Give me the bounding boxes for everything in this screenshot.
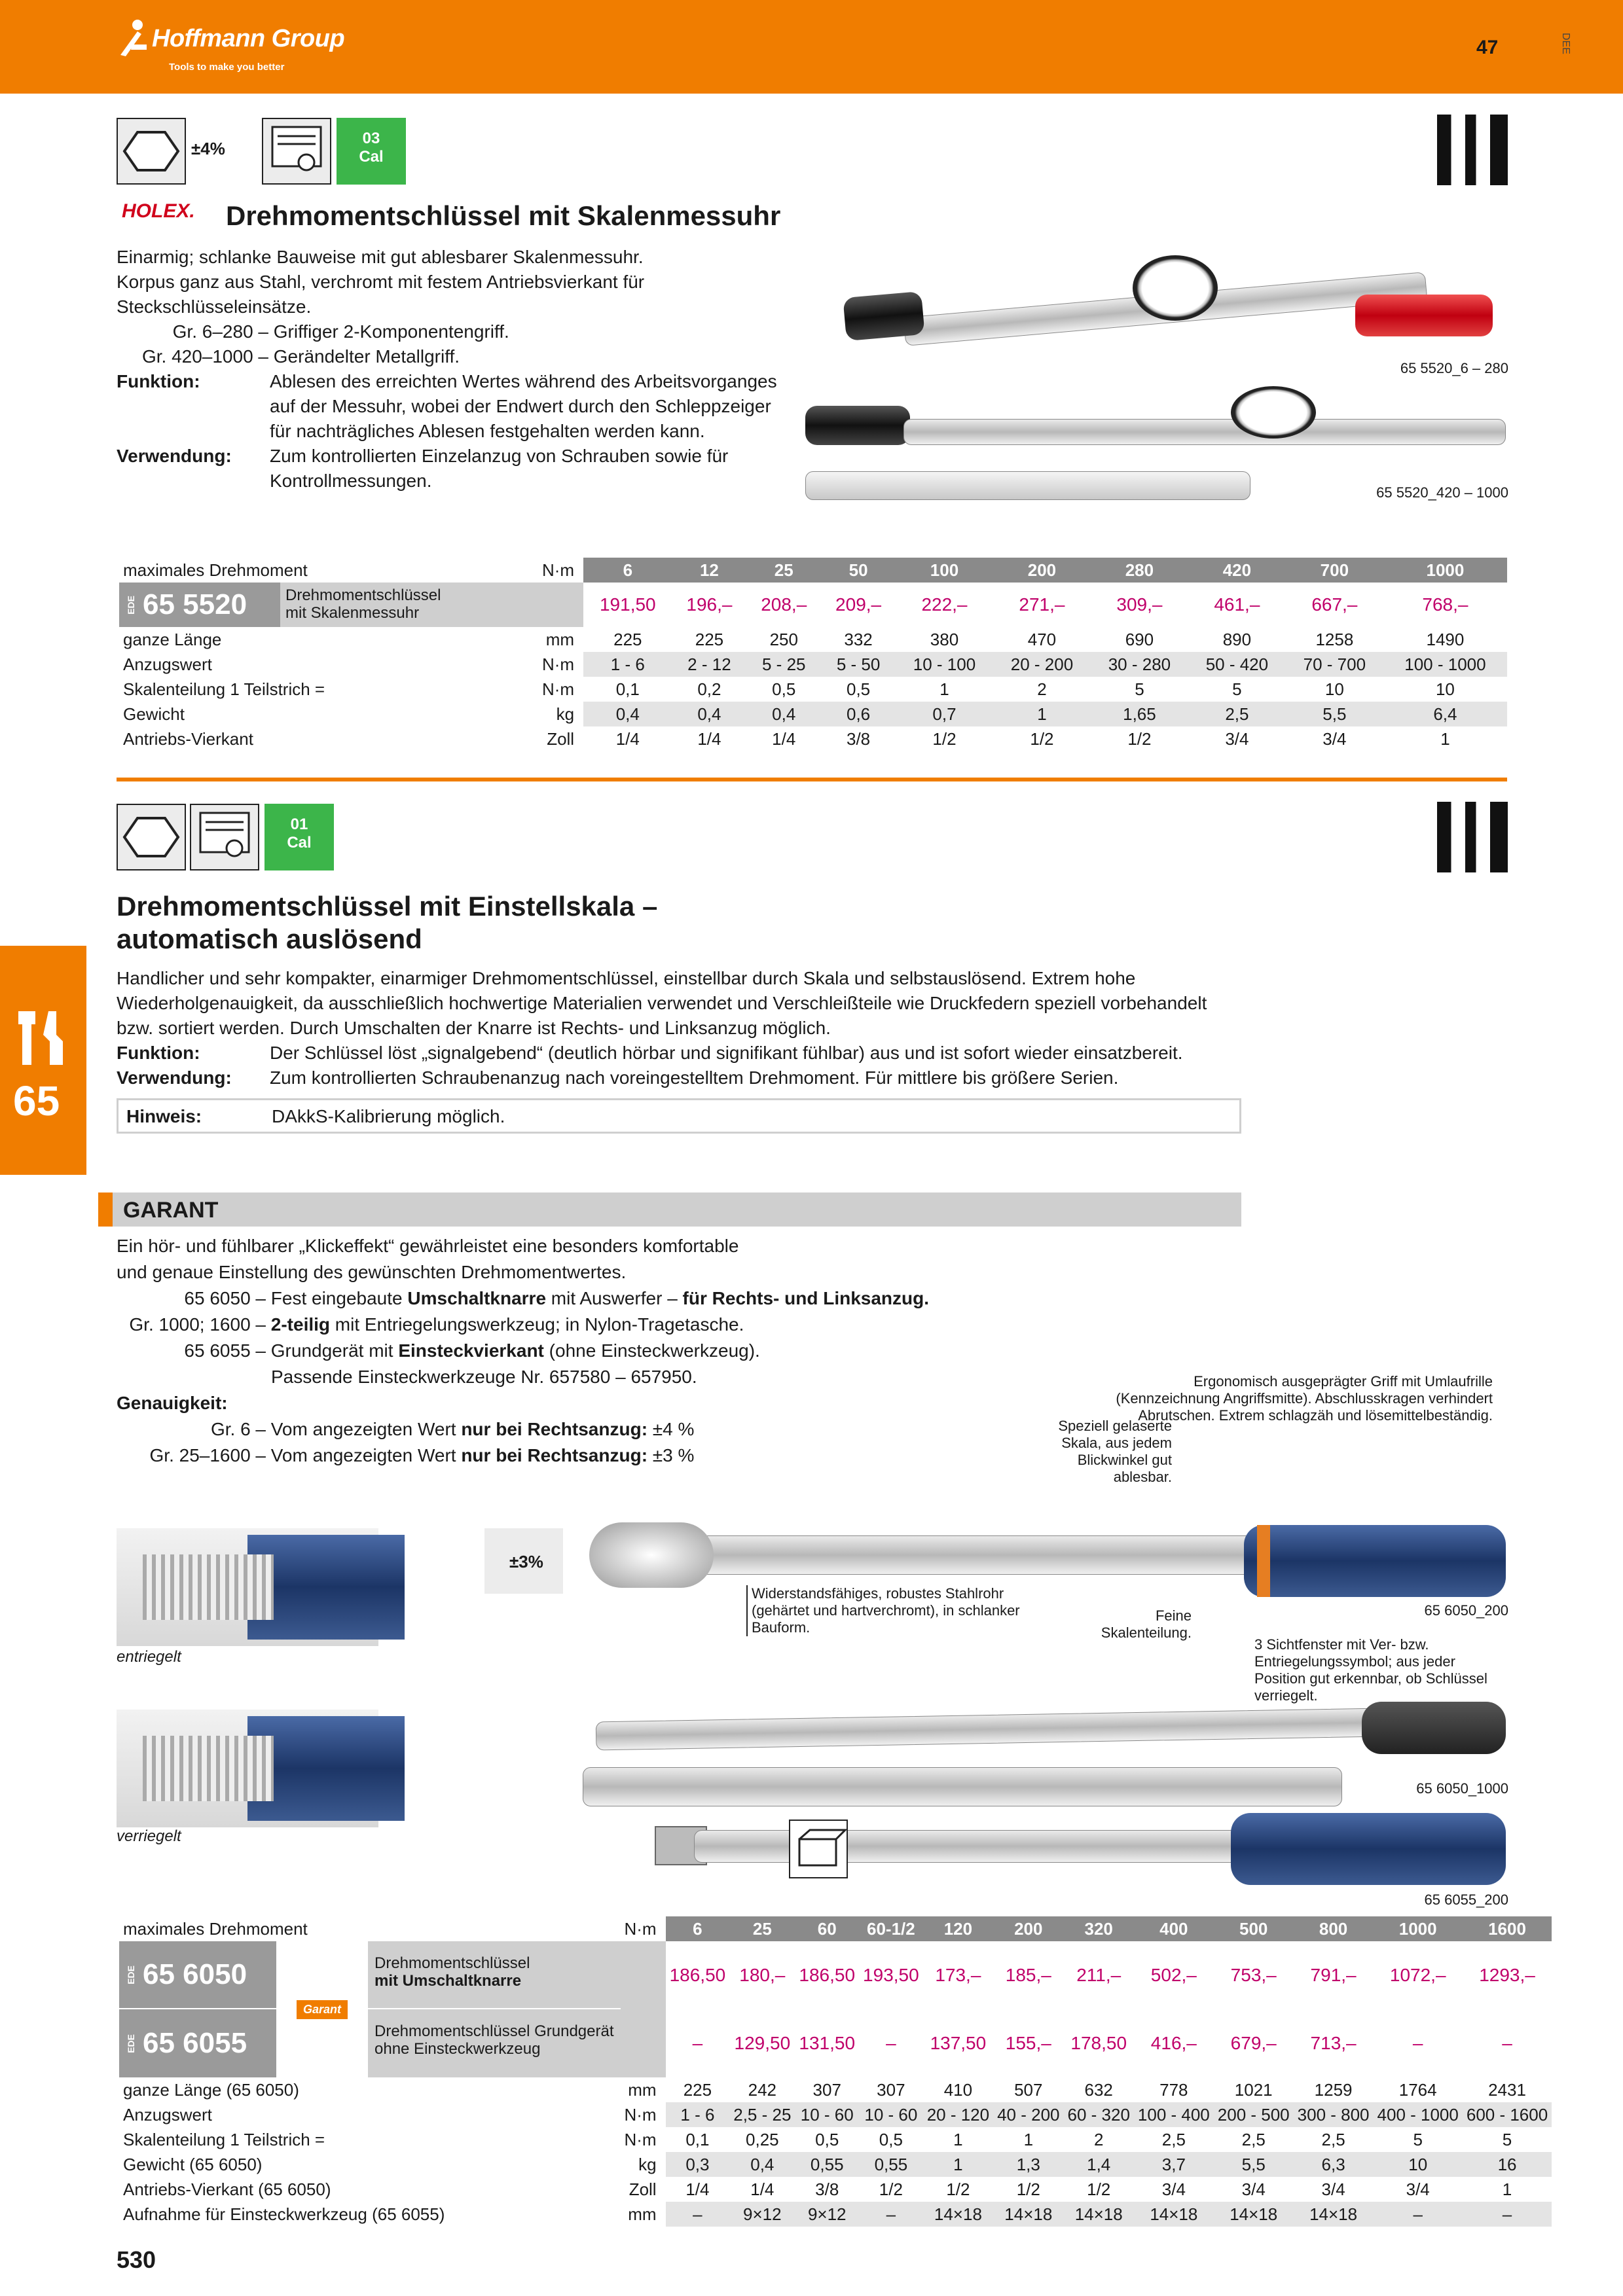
col-header: 6 (583, 558, 672, 583)
table-cell: 0,55 (859, 2152, 923, 2177)
col-header: 280 (1091, 558, 1188, 583)
row-unit: kg (556, 704, 575, 724)
table-cell: 3,7 (1134, 2152, 1214, 2177)
table-cell: 1 (1440, 728, 1450, 749)
col-header: 1000 (1383, 558, 1507, 583)
table-cell: 5 (1135, 679, 1144, 699)
table-cell: 307 (812, 2079, 841, 2100)
price-cell[interactable]: 129,50 (734, 2033, 791, 2053)
table-cell: 3/4 (1406, 2179, 1430, 2199)
price-cell[interactable]: 222,– (921, 594, 968, 615)
col-header: 6 (666, 1916, 730, 1941)
price-cell[interactable]: 271,– (1019, 594, 1065, 615)
hex-drive-icon (117, 118, 186, 185)
table-cell: 0,25 (746, 2129, 779, 2149)
label-unlocked: entriegelt (117, 1648, 181, 1666)
table-cell: 250 (769, 629, 798, 649)
table-cell: 16 (1463, 2152, 1552, 2177)
row-label: ganze Länge (123, 629, 222, 649)
price-cell[interactable]: 185,– (1005, 1965, 1051, 1985)
table-cell: 6,4 (1383, 702, 1507, 726)
brand-tagline: Tools to make you better (169, 62, 285, 73)
row-unit: Zoll (629, 2179, 657, 2199)
price-cell[interactable]: 155,– (1005, 2033, 1051, 2053)
col-header: 60-1/2 (859, 1916, 923, 1941)
table-cell: 5,5 (1214, 2152, 1294, 2177)
image-label-655520-6-280: 65 5520_6 – 280 (1400, 360, 1508, 376)
table-cell: 470 (1027, 629, 1057, 649)
price-cell[interactable]: 753,– (1230, 1965, 1277, 1985)
table-cell: 1 - 6 (666, 2102, 730, 2127)
price-cell[interactable]: 180,– (739, 1965, 786, 1985)
price-cell[interactable]: 186,50 (799, 1965, 856, 1985)
page-number-bottom: 530 (117, 2246, 156, 2273)
price-cell[interactable]: 1072,– (1389, 1965, 1446, 1985)
table-cell: – (666, 2202, 730, 2227)
row-label: Gewicht (65 6050) (123, 2154, 263, 2174)
table-cell: 1/2 (1016, 2179, 1040, 2199)
callout-grip: Ergonomisch ausgeprägter Griff mit Umlaufrille (Kennzeichnung Angriffsmitte). Abschlusskragen verhindert Abrutschen. Extrem schlagzäh und lösemittelbeständig. (1116, 1373, 1493, 1424)
table-row (119, 677, 1507, 702)
table-cell: 778 (1159, 2079, 1188, 2100)
table-row (119, 702, 1507, 726)
table-cell: 10 - 60 (795, 2102, 859, 2127)
table-cell: 1 (923, 2152, 993, 2177)
table-cell: 20 - 200 (993, 652, 1091, 677)
table-cell: 3/4 (1225, 728, 1249, 749)
cal-label: Cal (287, 834, 312, 852)
row-label: Gewicht (123, 704, 185, 724)
table-cell: 890 (1222, 629, 1252, 649)
image-label-655520-420-1000: 65 5520_420 – 1000 (1376, 484, 1508, 501)
price-cell[interactable]: 196,– (686, 594, 733, 615)
article-number: 65 6055 (143, 2027, 247, 2059)
table-cell: 1/2 (879, 2179, 903, 2199)
table-cell: 5 (1413, 2129, 1423, 2149)
grip-locked-photo (117, 1710, 378, 1827)
price-cell[interactable]: 131,50 (799, 2033, 856, 2053)
table-cell: 0,6 (821, 702, 896, 726)
table-cell: 3/4 (1321, 2179, 1345, 2199)
certificate-icon (190, 804, 259, 870)
image-label-656055-200: 65 6055_200 (1424, 1892, 1508, 1908)
table-cell: 60 - 320 (1064, 2102, 1134, 2127)
section-divider (117, 778, 1507, 781)
price-cell[interactable]: 193,50 (863, 1965, 919, 1985)
hex-drive-icon (117, 804, 186, 870)
table-cell: 0,5 (772, 679, 796, 699)
table-row (119, 652, 1507, 677)
table-cell: 0,5 (847, 679, 871, 699)
calibration-badge (337, 118, 406, 185)
cal-number: 01 (290, 816, 308, 833)
table-cell: 1 (953, 2129, 963, 2149)
qr-code-icon[interactable] (1437, 115, 1508, 185)
section2-title: Drehmomentschlüssel mit Einstellskala – automatisch auslösend (117, 891, 658, 954)
garant-section-bar (98, 1193, 1241, 1227)
garant-logo: Garant (297, 2000, 348, 2019)
col-header: 700 (1286, 558, 1383, 583)
col-header: 1600 (1463, 1916, 1552, 1941)
language-code: DEE (1560, 33, 1571, 54)
tolerance-box: ±3% (484, 1528, 563, 1594)
table-cell: 0,4 (583, 702, 672, 726)
col-header: 25 (746, 558, 821, 583)
table-cell: 1 (1023, 2129, 1034, 2149)
col-header: 800 (1294, 1916, 1374, 1941)
table-cell: 307 (877, 2079, 905, 2100)
table-cell: 14×18 (1064, 2202, 1134, 2227)
price-cell[interactable]: 191,50 (599, 594, 656, 615)
price-cell[interactable]: 502,– (1150, 1965, 1197, 1985)
table-cell: 2,5 (1241, 2129, 1266, 2149)
table-cell: 225 (695, 629, 724, 649)
price-cell[interactable]: 416,– (1150, 2033, 1197, 2053)
cal-label: Cal (359, 148, 384, 166)
col-header: 500 (1214, 1916, 1294, 1941)
table-cell: 2 (1037, 679, 1047, 699)
chapter-tab[interactable] (0, 946, 86, 1175)
table-cell: 10 - 100 (896, 652, 993, 677)
hint-box: Hinweis: DAkkS-Kalibrierung möglich. (117, 1098, 1241, 1134)
table-cell: 0,7 (896, 702, 993, 726)
table-cell: 2,5 - 25 (729, 2102, 795, 2127)
callout-fine-scale: Feine Skalenteilung. (1101, 1607, 1192, 1641)
table-cell: 690 (1125, 629, 1154, 649)
callout-scale: Speziell gelaserte Skala, aus jedem Blickwinkel gut ablesbar. (1058, 1418, 1172, 1485)
table-cell: 2,5 (1188, 702, 1286, 726)
table-cell: 14×18 (1134, 2202, 1214, 2227)
label-locked: verriegelt (117, 1827, 181, 1845)
col-header: 200 (993, 1916, 1063, 1941)
table-cell: 14×18 (923, 2202, 993, 2227)
col-header: 12 (672, 558, 747, 583)
table-cell: – (859, 2202, 923, 2227)
price-cell[interactable]: 208,– (761, 594, 807, 615)
table-cell: 1/2 (932, 728, 957, 749)
row-label: Anzugswert (123, 654, 212, 674)
article-number: 65 6050 (143, 1958, 247, 1990)
table-cell: 332 (844, 629, 873, 649)
page-number-top: 47 (1476, 37, 1499, 58)
table-cell: 1490 (1426, 629, 1465, 649)
col-header: 120 (923, 1916, 993, 1941)
table-cell: 0,3 (666, 2152, 730, 2177)
row-unit: N·m (624, 2129, 657, 2149)
col-header: 320 (1064, 1916, 1134, 1941)
table-cell: 70 - 700 (1286, 652, 1383, 677)
article-cell-group[interactable]: EDE 65 6050 EDE 65 6055 Garant Drehmomentschlüssel mit Umschaltknarre Drehmomentschlüssel Grundgerät ohne Einsteckwerkzeug (119, 1941, 621, 2077)
col-header: 60 (795, 1916, 859, 1941)
article-cell-655520[interactable]: EDE 65 5520 Drehmomentschlüssel mit Skalenmessuhr (119, 583, 538, 627)
col-header: 1000 (1374, 1916, 1463, 1941)
price-cell[interactable]: 713,– (1310, 2033, 1357, 2053)
row-label: Antriebs-Vierkant (123, 728, 253, 749)
garant-description: Ein hör- und fühlbarer „Klickeffekt“ gewährleistet eine besonders komfortable und genaue Einstellung des gewünschten Drehmomentwertes. 65 6050 – Fest eingebaute Umschaltknarre mit Auswerfer – für Rechts- und Linksanzug. Gr. 1000; 1600 – 2-teilig mit Entriegelungswerkzeug; in Nylon-Tragetasche. 65 6055 – Grundgerät mit Einsteckvierkant (ohne Einsteckwerkzeug). Passende Einsteckwerkzeuge Nr. 657580 – 657950. Genauigkeit: Gr. 6 – Vom angezeigten Wert nur bei Rechtsanzug: ±4 % Gr. 25–1600 – Vom angezeigten Wert nur bei Rechtsanzug: ±3 % (117, 1236, 930, 1465)
table-cell: 380 (930, 629, 959, 649)
table-cell: 6,3 (1294, 2152, 1374, 2177)
garant-label: GARANT (123, 1198, 219, 1223)
tools-icon (17, 1009, 69, 1067)
table-cell: 40 - 200 (993, 2102, 1063, 2127)
table-cell: 3/8 (815, 2179, 839, 2199)
table-cell: 600 - 1600 (1463, 2102, 1552, 2127)
price-cell[interactable]: 173,– (935, 1965, 981, 1985)
table-cell: 1/2 (946, 2179, 970, 2199)
table-row (119, 2102, 1552, 2127)
table-cell: 2 - 12 (672, 652, 747, 677)
callout-tube: Widerstandsfähiges, robustes Stahlrohr (gehärtet und hartverchromt), in schlanker Bauform. (746, 1585, 1021, 1636)
price-cell[interactable]: 186,50 (669, 1965, 726, 1985)
table-cell: 1/2 (1127, 728, 1152, 749)
table-cell: 9×12 (729, 2202, 795, 2227)
section1-description: Einarmig; schlanke Bauweise mit gut ablesbarer Skalenmessuhr. Korpus ganz aus Stahl, verchromt mit festem Antriebsvierkant für Steckschlüsseleinsätze. Gr. 6–280 – Griffiger 2-Komponentengriff. Gr. 420–1000 – Gerändelter Metallgriff. Funktion: Ablesen des erreichten Wertes während des Arbeitsvorganges auf der Messuhr, wobei der Endwert durch den Schleppzeiger für nachträgliches Ablesen festgehalten werden kann. Verwendung: Zum kontrollierten Einzelanzug von Schrauben sowie für Kontrollmessungen. (117, 247, 777, 491)
price-cell[interactable]: 791,– (1310, 1965, 1357, 1985)
table-cell: 0,1 (685, 2129, 710, 2149)
table-row (119, 2127, 1552, 2152)
row-label: Aufnahme für Einsteckwerkzeug (65 6055) (123, 2204, 445, 2224)
section2-description: Handlicher und sehr kompakter, einarmiger Drehmomentschlüssel, einstellbar durch Skala und selbstauslösend. Extrem hohe Wiederholgenauigkeit, da ausschließlich hochwertige Materialien verwendet und Verschleißteile wie Druckfedern speziell vorbehandelt bzw. sortiert werden. Durch Umschalten der Knarre ist Rechts- und Linksanzug möglich. Funktion: Der Schlüssel löst „signalgebend“ (deutlich hörbar und signifikant fühlbar) aus und ist sofort wieder einsatzbereit. Verwendung: Zum kontrollierten Schraubenanzug nach voreingestelltem Drehmoment. Für mittlere bis größere Serien. (117, 968, 1207, 1088)
table-cell: 0,55 (795, 2152, 859, 2177)
chapter-number: 65 (13, 1077, 60, 1124)
price-cell[interactable]: 137,50 (930, 2033, 987, 2053)
row-label: Skalenteilung 1 Teilstrich = (123, 2129, 325, 2149)
table-cell: 0,1 (615, 679, 640, 699)
row-label: Anzugswert (123, 2104, 212, 2125)
col-header: 25 (729, 1916, 795, 1941)
table-row (119, 2152, 1552, 2177)
table-row (119, 2202, 1552, 2227)
row-unit: N·m (542, 679, 575, 699)
table-cell: 20 - 120 (923, 2102, 993, 2127)
table-cell: 10 - 60 (859, 2102, 923, 2127)
row-unit: mm (628, 2079, 657, 2100)
table-cell: 2 (1093, 2129, 1104, 2149)
header-label: maximales Drehmoment (119, 558, 538, 583)
spec-table-656050 (119, 1916, 1552, 2227)
table-cell: 3/4 (1241, 2179, 1266, 2199)
square-drive-icon (789, 1820, 848, 1878)
table-cell: 242 (748, 2079, 777, 2100)
table-cell: 1 (993, 702, 1091, 726)
table-cell: 2431 (1488, 2079, 1526, 2100)
row-unit: kg (638, 2154, 657, 2174)
table-row (119, 726, 1507, 751)
table-cell: 0,2 (697, 679, 721, 699)
price-cell[interactable]: – (1502, 2033, 1512, 2053)
table-cell: 1/4 (772, 728, 796, 749)
col-header: 200 (993, 558, 1091, 583)
price-cell[interactable]: 1293,– (1479, 1965, 1535, 1985)
table-cell: 0,5 (815, 2129, 839, 2149)
table-cell: 632 (1084, 2079, 1113, 2100)
brand-name: Hoffmann Group (152, 25, 345, 52)
certificate-icon (262, 118, 331, 185)
tolerance-label: ±4% (191, 139, 225, 158)
table-cell: 5 (1502, 2129, 1512, 2149)
table-cell: 410 (943, 2079, 973, 2100)
article-number: 65 5520 (143, 588, 247, 620)
table-cell: 9×12 (795, 2202, 859, 2227)
price-cell[interactable]: 679,– (1230, 2033, 1277, 2053)
table-cell: 0,5 (879, 2129, 903, 2149)
table-cell: 30 - 280 (1091, 652, 1188, 677)
table-cell: 14×18 (993, 2202, 1063, 2227)
table-cell: 1259 (1314, 2079, 1353, 2100)
price-cell[interactable]: 768,– (1422, 594, 1468, 615)
table-cell: 1,65 (1091, 702, 1188, 726)
table-cell: 10 (1324, 679, 1344, 699)
spec-table-655520 (119, 558, 1507, 751)
price-cell[interactable]: 461,– (1214, 594, 1260, 615)
price-cell[interactable]: 211,– (1076, 1965, 1122, 1985)
col-header: 420 (1188, 558, 1286, 583)
table-cell: 14×18 (1214, 2202, 1294, 2227)
table-row (119, 2077, 1552, 2102)
table-cell: 1258 (1315, 629, 1354, 649)
section1-title: Drehmomentschlüssel mit Skalenmessuhr (226, 200, 781, 231)
table-cell: 5,5 (1286, 702, 1383, 726)
price-cell[interactable]: 667,– (1311, 594, 1358, 615)
cal-number: 03 (362, 130, 380, 147)
wrench-image-6-280 (845, 255, 1512, 373)
row-unit: mm (628, 2204, 657, 2224)
table-cell: 3/4 (1322, 728, 1347, 749)
table-cell: 1,3 (993, 2152, 1063, 2177)
table-cell: 1/2 (1030, 728, 1054, 749)
calibration-badge (264, 804, 334, 870)
table-cell: 14×18 (1294, 2202, 1374, 2227)
col-header: 50 (821, 558, 896, 583)
table-cell: 1/4 (750, 2179, 775, 2199)
col-header: 400 (1134, 1916, 1214, 1941)
table-cell: 5 (1232, 679, 1242, 699)
image-label-656050-1000: 65 6050_1000 (1416, 1780, 1508, 1797)
table-cell: 1 (939, 679, 949, 699)
table-cell: – (1374, 2202, 1463, 2227)
table-cell: 3/4 (1161, 2179, 1186, 2199)
table-cell: 0,4 (746, 702, 821, 726)
table-cell: 1/2 (1087, 2179, 1111, 2199)
table-row (119, 2177, 1552, 2202)
table-cell: 200 - 500 (1214, 2102, 1294, 2127)
row-label: Antriebs-Vierkant (65 6050) (123, 2179, 331, 2199)
price-cell[interactable]: 178,50 (1070, 2033, 1127, 2053)
row-unit: N·m (624, 2104, 657, 2125)
price-cell[interactable]: – (1412, 2033, 1423, 2053)
table-cell: 10 (1435, 679, 1455, 699)
table-cell: 0,4 (672, 702, 747, 726)
image-label-656050-200: 65 6050_200 (1424, 1602, 1508, 1619)
price-cell[interactable]: 209,– (835, 594, 882, 615)
row-unit: N·m (542, 654, 575, 674)
table-cell: 1 - 6 (583, 652, 672, 677)
holex-brand-badge: HOLEX. (122, 200, 195, 222)
callout-window: 3 Sichtfenster mit Ver- bzw. Entriegelungssymbol; aus jeder Position gut erkennbar, ob Schlüssel verriegelt. (1254, 1636, 1487, 1704)
table-cell: – (1463, 2202, 1552, 2227)
price-cell[interactable]: – (886, 2033, 896, 2053)
table-cell: 0,4 (729, 2152, 795, 2177)
table-cell: 10 (1374, 2152, 1463, 2177)
table-cell: 225 (613, 629, 642, 649)
table-cell: 225 (683, 2079, 712, 2100)
wrench-image-656055-200 (655, 1813, 1512, 1885)
table-row (119, 627, 1507, 652)
table-cell: 5 - 25 (746, 652, 821, 677)
table-cell: 3/8 (847, 728, 871, 749)
table-cell: 2,5 (1321, 2129, 1345, 2149)
qr-code-icon[interactable] (1437, 802, 1508, 872)
header-label: maximales Drehmoment (119, 1916, 621, 1941)
table-cell: 100 - 1000 (1383, 652, 1507, 677)
row-label: Skalenteilung 1 Teilstrich = (123, 679, 325, 699)
table-cell: 2,5 (1161, 2129, 1186, 2149)
row-label: ganze Länge (65 6050) (123, 2079, 299, 2100)
table-cell: 1/4 (697, 728, 721, 749)
table-cell: 1 (1502, 2179, 1512, 2199)
table-cell: 50 - 420 (1188, 652, 1286, 677)
header-unit: N·m (538, 558, 583, 583)
table-cell: 1/4 (615, 728, 640, 749)
header-unit: N·m (621, 1916, 666, 1941)
table-cell: 1/4 (685, 2179, 710, 2199)
row-unit: Zoll (547, 728, 575, 749)
table-cell: 300 - 800 (1294, 2102, 1374, 2127)
table-cell: 1,4 (1064, 2152, 1134, 2177)
price-cell[interactable]: – (692, 2033, 703, 2053)
table-cell: 400 - 1000 (1374, 2102, 1463, 2127)
table-cell: 507 (1014, 2079, 1043, 2100)
row-unit: mm (545, 629, 575, 649)
table-cell: 1764 (1398, 2079, 1437, 2100)
hoffmann-logo-icon (118, 18, 149, 56)
price-cell[interactable]: 309,– (1116, 594, 1163, 615)
col-header: 100 (896, 558, 993, 583)
table-cell: 100 - 400 (1134, 2102, 1214, 2127)
grip-unlocked-photo (117, 1528, 378, 1646)
table-cell: 5 - 50 (821, 652, 896, 677)
table-cell: 1021 (1234, 2079, 1273, 2100)
